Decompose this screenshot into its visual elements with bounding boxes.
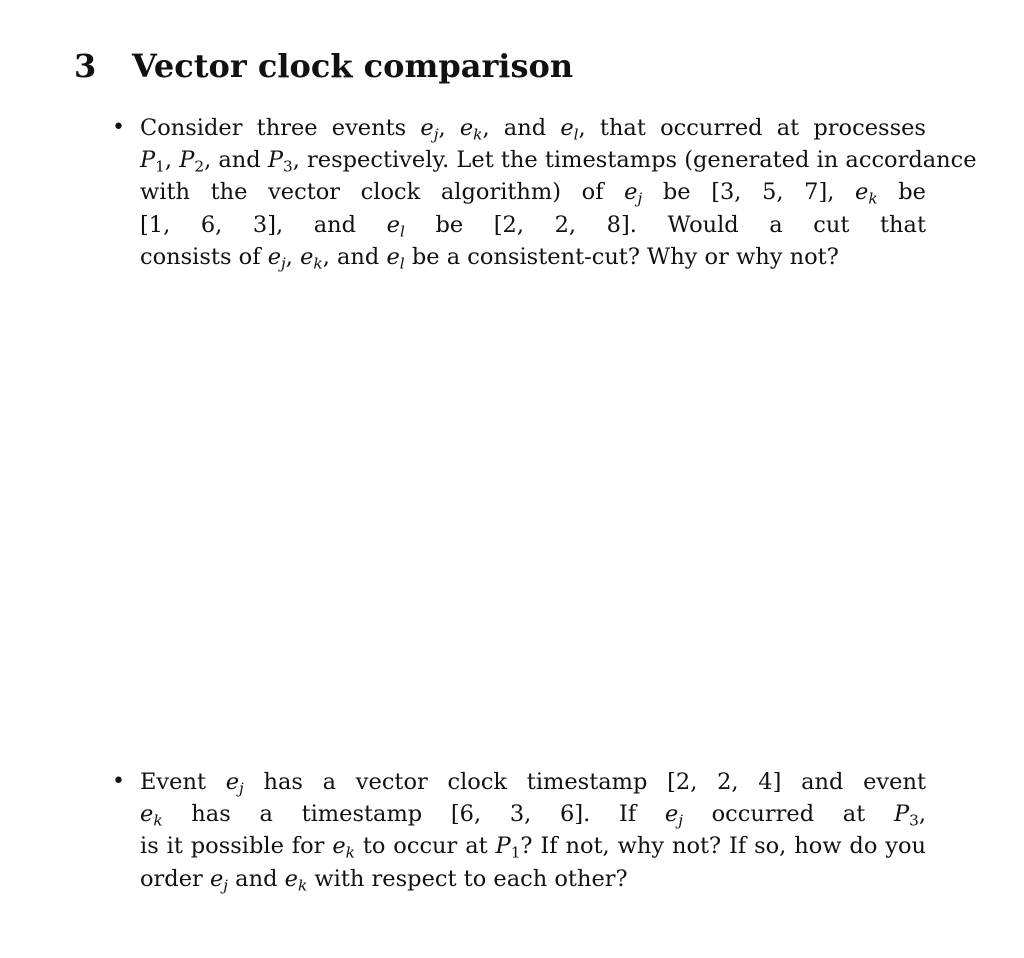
- question-1-text: [140, 112, 977, 273]
- text-line: is it possible for $e_k$ to occur at $P_1$? If not, why not? If so, how do you: [140, 833, 926, 862]
- section-number: 3: [74, 47, 97, 85]
- text-line: $P_1$, $P_2$, and $P_3$, respectively. Let the timestamps (generated in accordance: [140, 147, 977, 176]
- section-title: Vector clock comparison: [132, 47, 574, 85]
- text-line: order $e_j$ and $e_k$ with respect to each other?: [140, 865, 628, 895]
- bullet-2: •: [112, 769, 125, 794]
- text-line: Event $e_j$ has a vector clock timestamp [2, 2, 4] and event: [140, 769, 926, 798]
- text-line: Consider three events $e_j$, $e_k$, and $e_l$, that occurred at processes: [140, 115, 926, 144]
- text-line: with the vector clock algorithm) of $e_j$ be [3, 5, 7], $e_k$ be: [140, 179, 926, 208]
- bullet-1: •: [112, 115, 125, 140]
- text-line: [1, 6, 3], and $e_l$ be [2, 2, 8]. Would a cut that: [140, 211, 927, 241]
- question-2-text: [140, 766, 926, 895]
- text-line: consists of $e_j$, $e_k$, and $e_l$ be a consistent-cut? Why or why not?: [140, 243, 839, 273]
- text-line: $e_k$ has a timestamp [6, 3, 6]. If $e_j$ occurred at $P_3$,: [140, 801, 926, 830]
